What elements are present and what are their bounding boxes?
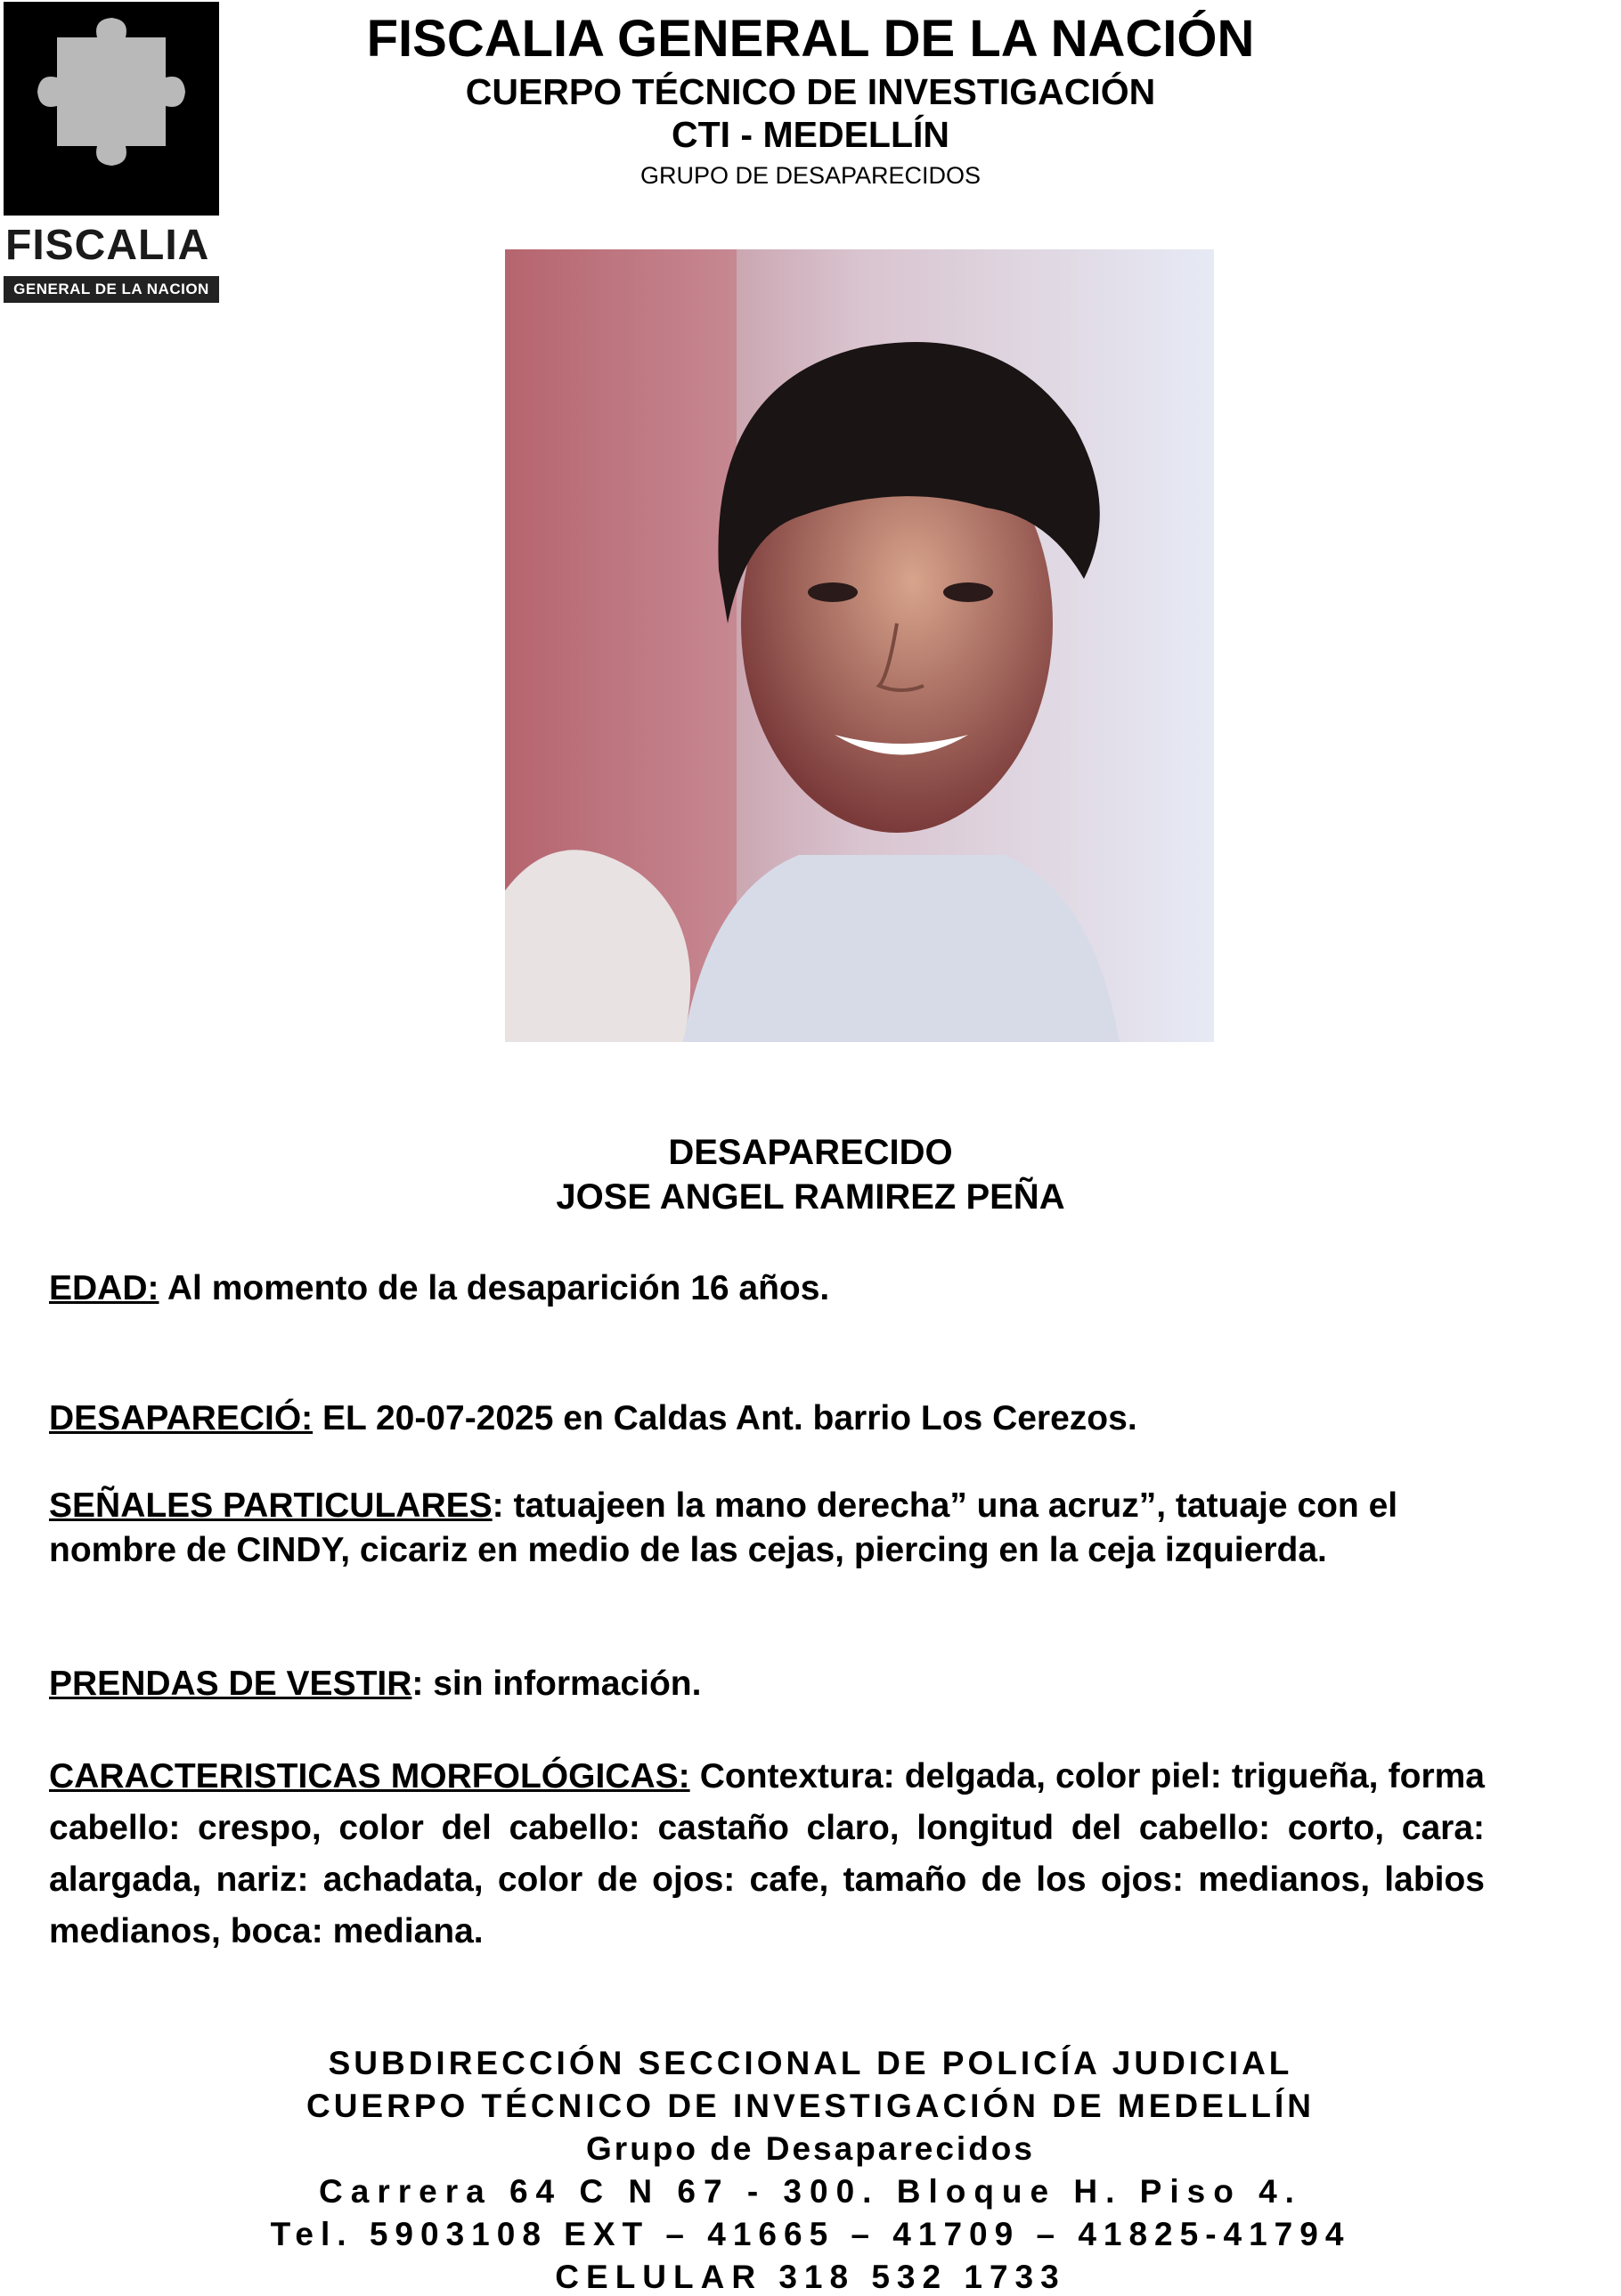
footer-cti: CUERPO TÉCNICO DE INVESTIGACIÓN DE MEDELLÍN xyxy=(305,2088,1315,2124)
puzzle-piece-logo-icon xyxy=(4,2,219,216)
disappearance-label: DESAPARECIÓ: xyxy=(49,1399,314,1437)
age-paragraph xyxy=(49,1266,1485,1311)
page-title: FISCALIA GENERAL DE LA NACIÓN xyxy=(366,10,1255,68)
footer-mobile: CELULAR 318 532 1733 xyxy=(555,2259,1066,2295)
disappearance-value: EL 20-07-2025 en Caldas Ant. barrio Los Cerezos. xyxy=(313,1399,1137,1437)
age-label: EDAD: xyxy=(49,1269,159,1307)
clothing-value: : sin información. xyxy=(411,1665,702,1703)
distinguishing-marks-label: SEÑALES PARTICULARES xyxy=(49,1486,493,1525)
age-value: Al momento de la desaparición 16 años. xyxy=(159,1269,830,1307)
missing-person-photo xyxy=(505,249,1214,1042)
clothing-paragraph xyxy=(49,1662,1485,1706)
header-city: CTI - MEDELLÍN xyxy=(671,114,950,155)
distinguishing-marks-value: : tatuajeen la mano derecha” una acruz”, tatuaje con el nombre de CINDY, cicariz en medio de las cejas, piercing en la ceja izquierda. xyxy=(49,1486,1398,1569)
logo-text: FISCALIA xyxy=(5,222,210,269)
header-cti: CUERPO TÉCNICO DE INVESTIGACIÓN xyxy=(465,71,1156,112)
clothing-label: PRENDAS DE VESTIR xyxy=(49,1665,412,1703)
logo-subtext: GENERAL DE LA NACION xyxy=(4,276,219,303)
disappearance-paragraph xyxy=(49,1396,1485,1441)
morphology-label: CARACTERISTICAS MORFOLÓGICAS: xyxy=(49,1757,690,1795)
distinguishing-marks-paragraph xyxy=(49,1484,1485,1573)
footer-group: Grupo de Desaparecidos xyxy=(586,2130,1035,2167)
person-name: JOSE ANGEL RAMIREZ PEÑA xyxy=(556,1177,1065,1217)
status-heading: DESAPARECIDO xyxy=(668,1133,953,1172)
footer-address: Carrera 64 C N 67 - 300. Bloque H. Piso 4. xyxy=(319,2173,1302,2210)
footer-phone: Tel. 5903108 EXT – 41665 – 41709 – 41825-41794 xyxy=(270,2216,1351,2252)
header-group: GRUPO DE DESAPARECIDOS xyxy=(639,162,982,189)
morphology-value: Contextura: delgada, color piel: trigueña, forma cabello: crespo, color del cabello: castaño claro, longitud del cabello: corto, cara: alargada, nariz: achadata, color de ojos: cafe, tamaño de los ojos: medianos, labios medianos, boca: mediana. xyxy=(49,1757,1485,1950)
footer-subdirection: SUBDIRECCIÓN SECCIONAL DE POLICÍA JUDICIAL xyxy=(328,2045,1293,2081)
fiscalia-logo xyxy=(4,2,219,305)
morphology-paragraph xyxy=(49,1751,1485,1958)
